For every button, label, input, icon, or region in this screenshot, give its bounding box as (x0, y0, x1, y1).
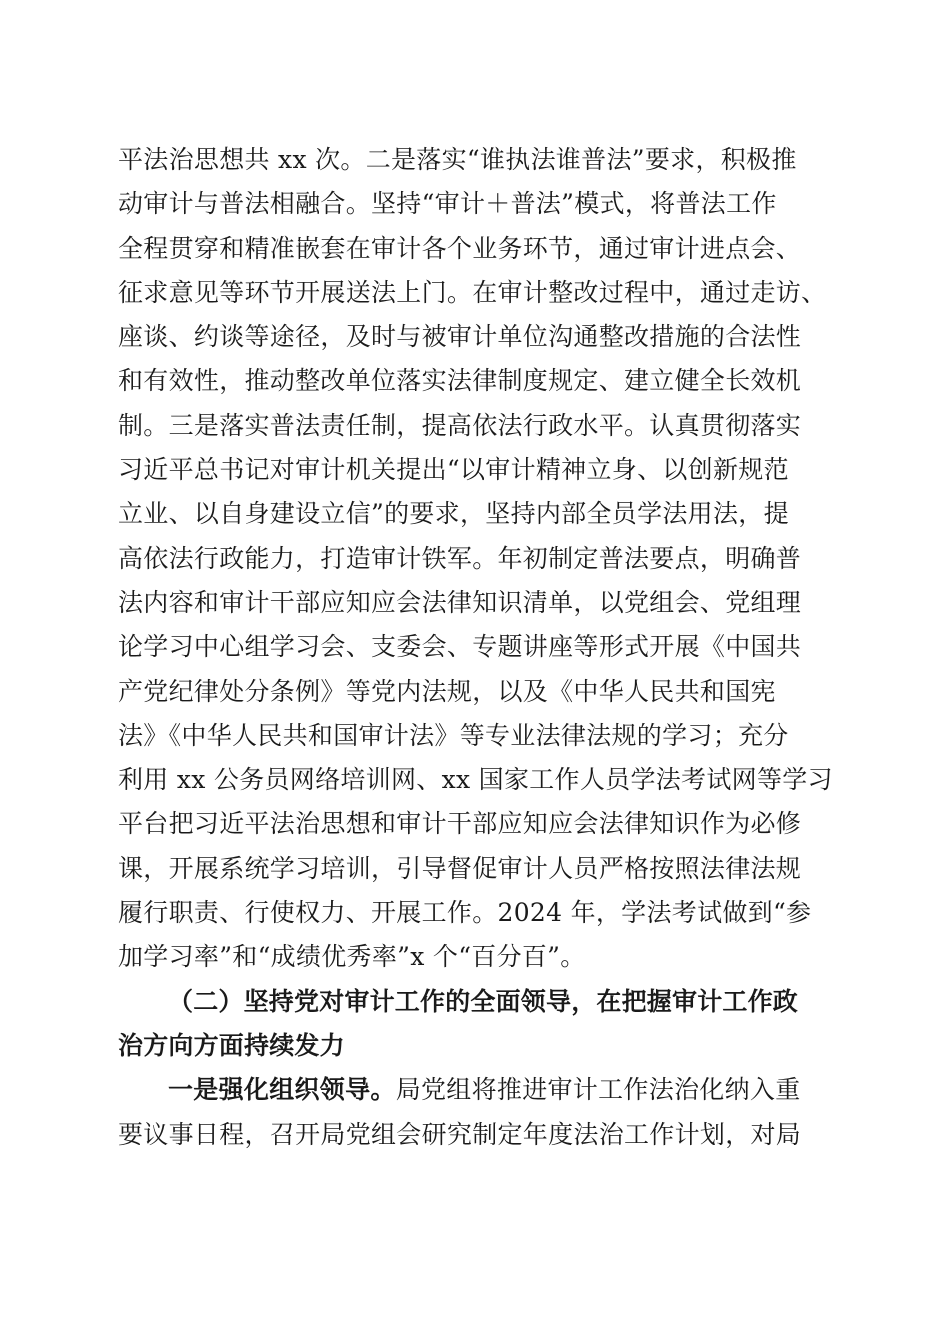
body-line: 和有效性，推动整改单位落实法律制度规定、建立健全长效机 (118, 366, 802, 396)
section-heading-line-2: 治方向方面持续发力 (118, 1030, 345, 1060)
body-line: 平法治思想共 xx 次。二是落实“谁执法谁普法”要求，积极推 (118, 145, 797, 174)
paragraph-text: 局党组将推进审计工作法治化纳入重 (395, 1075, 801, 1105)
body-line: 论学习中心组学习会、支委会、专题讲座等形式开展《中国共 (118, 632, 802, 662)
section-heading-line-1: （二）坚持党对审计工作的全面领导，在把握审计工作政 (168, 986, 799, 1016)
body-line: 制。三是落实普法责任制，提高依法行政水平。认真贯彻落实 (118, 410, 802, 440)
body-line: 履行职责、行使权力、开展工作。2024 年，学法考试做到“参 (118, 898, 812, 928)
body-line: 产党纪律处分条例》等党内法规，以及《中华人民共和国宪 (118, 676, 776, 706)
body-line: 高依法行政能力，打造审计铁军。年初制定普法要点，明确普 (118, 543, 802, 573)
final-paragraph-line-1 (118, 1068, 832, 1112)
document-body (118, 138, 832, 1157)
body-line: 动审计与普法相融合。坚持“审计＋普法”模式，将普法工作 (118, 189, 777, 219)
body-line: 座谈、约谈等途径，及时与被审计单位沟通整改措施的合法性 (118, 322, 802, 352)
body-line: 习近平总书记对审计机关提出“以审计精神立身、以创新规范 (118, 455, 789, 485)
paragraph-lead: 一是强化组织领导。 (168, 1075, 396, 1105)
body-line: 法》《中华人民共和国审计法》等专业法律法规的学习；充分 (118, 720, 789, 750)
body-line: 加学习率”和“成绩优秀率”x 个“百分百”。 (118, 942, 586, 972)
body-line: 征求意见等环节开展送法上门。在审计整改过程中，通过走访、 (118, 277, 827, 307)
body-line: 课，开展系统学习培训，引导督促审计人员严格按照法律法规 (118, 853, 802, 883)
final-paragraph-line-2: 要议事日程，召开局党组会研究制定年度法治工作计划，对局 (118, 1119, 802, 1149)
body-line: 平台把习近平法治思想和审计干部应知应会法律知识作为必修 (118, 809, 802, 839)
body-line: 全程贯穿和精准嵌套在审计各个业务环节，通过审计进点会、 (118, 233, 802, 263)
body-line: 立业、以自身建设立信”的要求，坚持内部全员学法用法，提 (118, 499, 789, 529)
body-line: 利用 xx 公务员网络培训网、xx 国家工作人员学法考试网等学习 (118, 765, 833, 795)
body-line: 法内容和审计干部应知应会法律知识清单，以党组会、党组理 (118, 587, 802, 617)
